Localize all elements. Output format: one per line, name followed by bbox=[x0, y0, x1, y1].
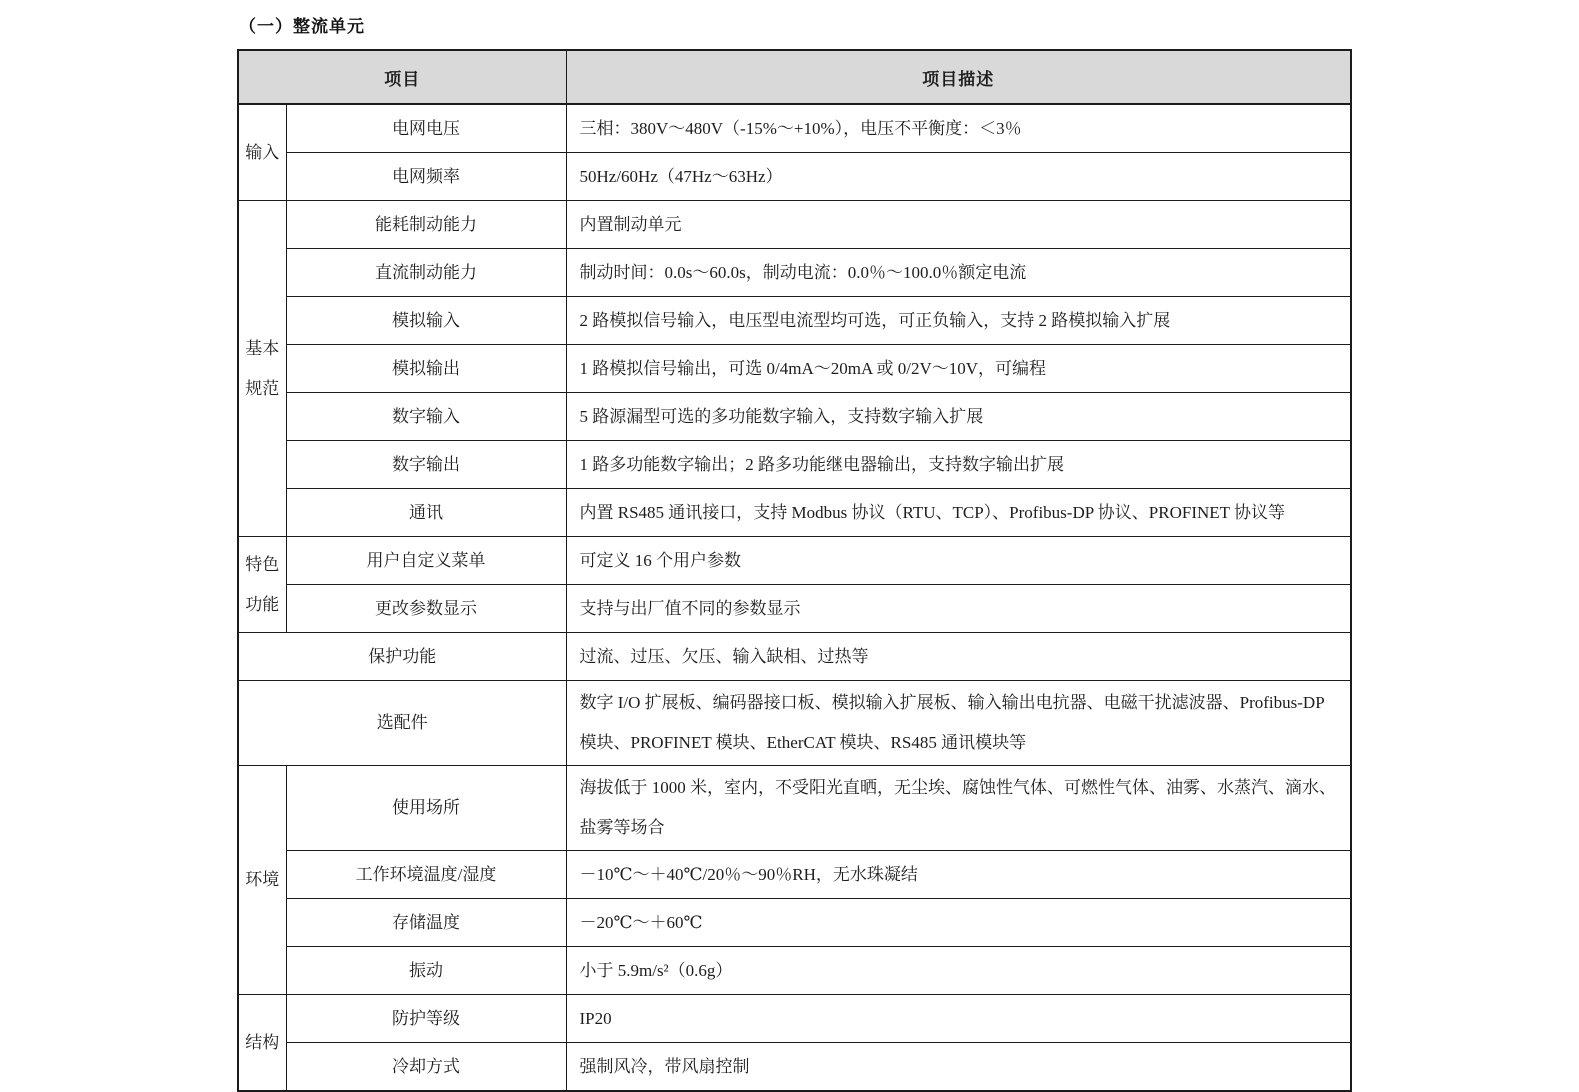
item-cell: 模拟输出 bbox=[286, 345, 566, 393]
desc-cell: 强制风冷，带风扇控制 bbox=[566, 1043, 1351, 1092]
item-cell: 数字输出 bbox=[286, 441, 566, 489]
section-title: （一）整流单元 bbox=[239, 17, 365, 36]
desc-cell: 5 路源漏型可选的多功能数字输入，支持数字输入扩展 bbox=[566, 393, 1351, 441]
table-row bbox=[238, 899, 1351, 947]
item-cell: 振动 bbox=[286, 947, 566, 995]
desc-cell: 数字 I/O 扩展板、编码器接口板、模拟输入扩展板、输入输出电抗器、电磁干扰滤波器、Profibus-DP 模块、PROFINET 模块、EtherCAT 模块、RS485 通讯模块等 bbox=[566, 681, 1351, 766]
group-cell-input: 输入 bbox=[238, 104, 286, 201]
desc-cell: 50Hz/60Hz（47Hz～63Hz） bbox=[566, 153, 1351, 201]
table-row bbox=[238, 585, 1351, 633]
item-cell: 用户自定义菜单 bbox=[286, 537, 566, 585]
desc-cell: －20℃～＋60℃ bbox=[566, 899, 1351, 947]
desc-cell: 制动时间：0.0s～60.0s，制动电流：0.0％～100.0％额定电流 bbox=[566, 249, 1351, 297]
table-row bbox=[238, 297, 1351, 345]
item-cell: 数字输入 bbox=[286, 393, 566, 441]
group-cell-environment: 环境 bbox=[238, 766, 286, 995]
item-cell: 能耗制动能力 bbox=[286, 201, 566, 249]
table-row bbox=[238, 201, 1351, 249]
item-cell: 存储温度 bbox=[286, 899, 566, 947]
group-cell-features: 特色功能 bbox=[238, 537, 286, 633]
group-cell-structure: 结构 bbox=[238, 995, 286, 1092]
desc-cell: 2 路模拟信号输入，电压型电流型均可选，可正负输入，支持 2 路模拟输入扩展 bbox=[566, 297, 1351, 345]
item-cell: 直流制动能力 bbox=[286, 249, 566, 297]
table-row bbox=[238, 441, 1351, 489]
table-row bbox=[238, 766, 1351, 851]
table-row bbox=[238, 851, 1351, 899]
desc-cell: 可定义 16 个用户参数 bbox=[566, 537, 1351, 585]
table-row bbox=[238, 1043, 1351, 1092]
desc-cell: 内置 RS485 通讯接口，支持 Modbus 协议（RTU、TCP）、Profibus-DP 协议、PROFINET 协议等 bbox=[566, 489, 1351, 537]
item-cell: 工作环境温度/湿度 bbox=[286, 851, 566, 899]
item-cell-options: 选配件 bbox=[238, 681, 566, 766]
item-cell: 通讯 bbox=[286, 489, 566, 537]
table-row bbox=[238, 249, 1351, 297]
item-cell: 电网频率 bbox=[286, 153, 566, 201]
item-cell: 电网电压 bbox=[286, 104, 566, 153]
desc-cell: 三相：380V～480V（-15%～+10%），电压不平衡度：＜3％ bbox=[566, 104, 1351, 153]
header-desc: 项目描述 bbox=[566, 50, 1351, 104]
item-cell: 冷却方式 bbox=[286, 1043, 566, 1092]
table-row bbox=[238, 104, 1351, 153]
desc-cell: 小于 5.9m/s²（0.6g） bbox=[566, 947, 1351, 995]
table-row bbox=[238, 681, 1351, 766]
table-row bbox=[238, 489, 1351, 537]
table-row bbox=[238, 153, 1351, 201]
desc-cell: 1 路多功能数字输出；2 路多功能继电器输出，支持数字输出扩展 bbox=[566, 441, 1351, 489]
item-cell: 模拟输入 bbox=[286, 297, 566, 345]
header-row bbox=[238, 50, 1351, 104]
table-row bbox=[238, 995, 1351, 1043]
desc-cell: 1 路模拟信号输出，可选 0/4mA～20mA 或 0/2V～10V，可编程 bbox=[566, 345, 1351, 393]
table-row bbox=[238, 633, 1351, 681]
table-row bbox=[238, 393, 1351, 441]
desc-cell: －10℃～＋40℃/20％～90％RH，无水珠凝结 bbox=[566, 851, 1351, 899]
desc-cell: IP20 bbox=[566, 995, 1351, 1043]
desc-cell: 过流、过压、欠压、输入缺相、过热等 bbox=[566, 633, 1351, 681]
spec-table bbox=[237, 49, 1352, 1092]
desc-cell: 支持与出厂值不同的参数显示 bbox=[566, 585, 1351, 633]
table-row bbox=[238, 947, 1351, 995]
item-cell: 防护等级 bbox=[286, 995, 566, 1043]
item-cell: 使用场所 bbox=[286, 766, 566, 851]
item-cell-protection: 保护功能 bbox=[238, 633, 566, 681]
item-cell: 更改参数显示 bbox=[286, 585, 566, 633]
table-row bbox=[238, 345, 1351, 393]
desc-cell: 海拔低于 1000 米，室内，不受阳光直晒，无尘埃、腐蚀性气体、可燃性气体、油雾、水蒸汽、滴水、盐雾等场合 bbox=[566, 766, 1351, 851]
group-cell-basic-spec: 基本规范 bbox=[238, 201, 286, 537]
desc-cell: 内置制动单元 bbox=[566, 201, 1351, 249]
table-row bbox=[238, 537, 1351, 585]
header-item: 项目 bbox=[238, 50, 566, 104]
document-content bbox=[237, 12, 1350, 1092]
